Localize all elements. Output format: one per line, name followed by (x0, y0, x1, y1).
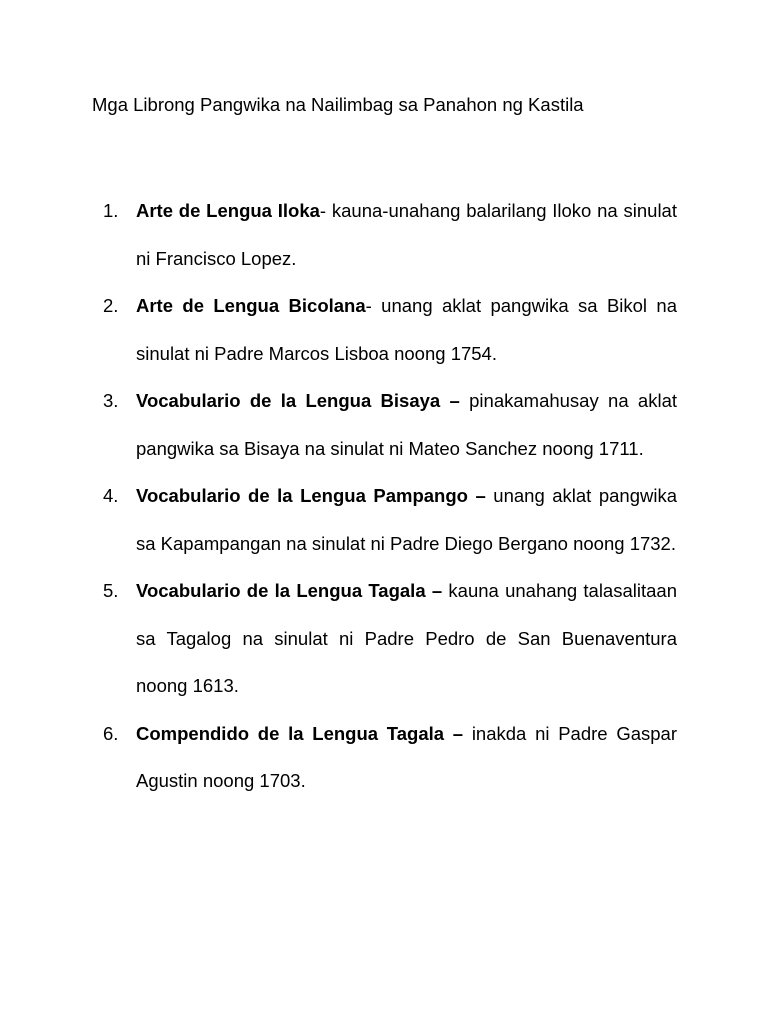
book-description: inakda ni Padre Gaspar Agustin noong 1703. (136, 722, 677, 791)
book-title: Compendido de la Lengua Tagala – (136, 722, 464, 744)
item-number: 1. (103, 200, 119, 221)
book-title: Vocabulario de la Lengua Tagala – (136, 580, 443, 601)
list-item (103, 282, 677, 377)
item-number: 5. (103, 580, 119, 601)
book-description: kauna unahang talasalitaan sa Tagalog na sinulat ni Padre Pedro de San Buenaventura noong 1613. (136, 580, 677, 696)
book-title: Vocabulario de la Lengua Bisaya – (136, 390, 460, 411)
book-description: unang aklat pangwika sa Kapampangan na sinulat ni Padre Diego Bergano noong 1732. (136, 485, 678, 554)
list-item (103, 377, 677, 472)
book-list (103, 187, 678, 805)
book-title: Arte de Lengua Iloka (136, 200, 320, 221)
item-number: 6. (103, 722, 119, 744)
book-description: - kauna-unahang balarilang Iloko na sinulat ni Francisco Lopez. (136, 200, 677, 269)
item-number: 4. (103, 485, 119, 506)
item-number: 2. (103, 295, 119, 316)
book-description: pinakamahusay na aklat pangwika sa Bisaya na sinulat ni Mateo Sanchez noong 1711. (136, 390, 677, 459)
item-number: 3. (103, 390, 119, 411)
book-title: Vocabulario de la Lengua Pampango – (136, 485, 486, 506)
list-item (103, 567, 677, 710)
list-item (103, 710, 677, 805)
book-title: Arte de Lengua Bicolana (136, 295, 366, 316)
document-title: Mga Librong Pangwika na Nailimbag sa Panahon ng Kastila (92, 94, 584, 115)
list-item (103, 472, 678, 567)
book-description: - unang aklat pangwika sa Bikol na sinulat ni Padre Marcos Lisboa noong 1754. (136, 295, 677, 364)
list-item (103, 187, 677, 282)
